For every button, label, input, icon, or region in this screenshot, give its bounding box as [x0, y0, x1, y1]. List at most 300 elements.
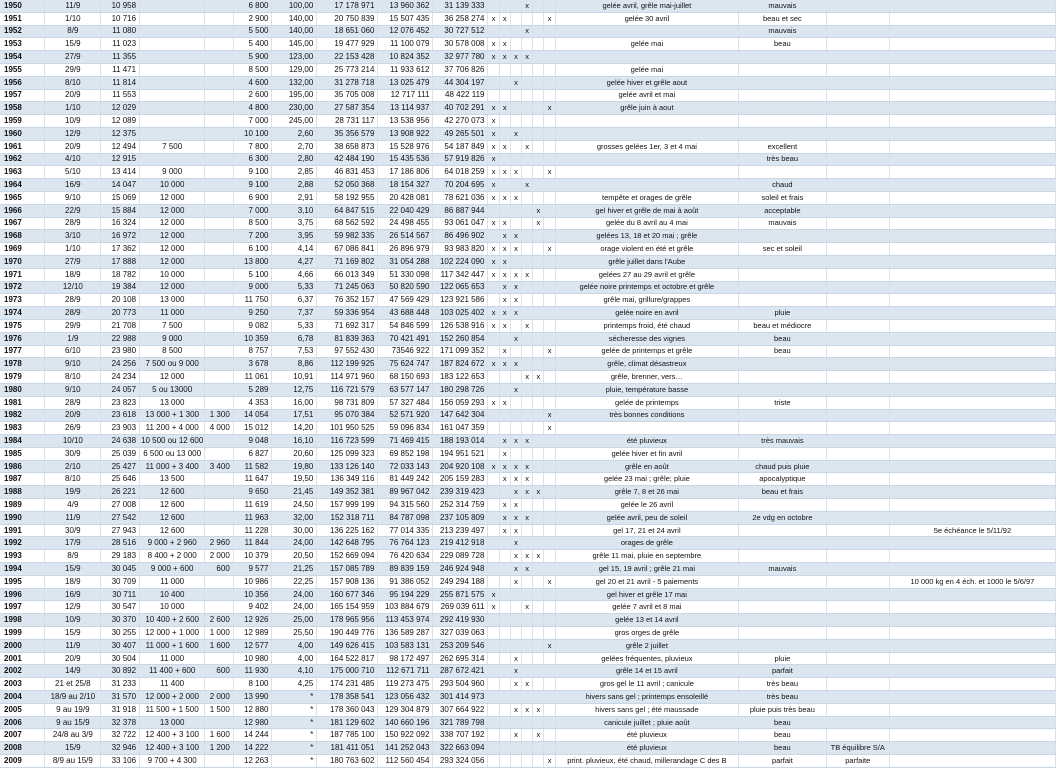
mark-cell: [544, 115, 555, 128]
amount-cell: 64 847 515: [317, 204, 378, 217]
weather-event-cell: très bonnes conditions: [555, 409, 738, 422]
value-cell: 30 504: [101, 652, 140, 665]
year-cell: 1981: [0, 396, 45, 409]
weather-event-cell: pluie, température basse: [555, 383, 738, 396]
harvest-date-cell: 12/9: [45, 127, 101, 140]
mark-cell: [499, 63, 510, 76]
allocation-cell: 13 500: [140, 473, 205, 486]
table-row: [0, 255, 1056, 268]
price-cell: 20,50: [272, 550, 317, 563]
mark-cell: x: [499, 38, 510, 51]
amount-cell: 13 538 956: [378, 115, 433, 128]
mark-cell: x: [510, 383, 521, 396]
quality-cell: [826, 243, 889, 256]
yield-cell: 10 986: [233, 575, 272, 588]
mark-cell: x: [499, 307, 510, 320]
yield-cell: 5 400: [233, 38, 272, 51]
extra-cell: [205, 345, 234, 358]
table-row: [0, 38, 1056, 51]
mark-cell: [522, 217, 533, 230]
note-cell: 5e échéance le 5/11/92: [889, 524, 1055, 537]
extra-cell: 1 200: [205, 742, 234, 755]
year-cell: 2005: [0, 703, 45, 716]
amount-cell: 165 154 959: [317, 601, 378, 614]
note-cell: [889, 460, 1055, 473]
year-cell: 1977: [0, 345, 45, 358]
price-cell: 4,00: [272, 652, 317, 665]
harvest-weather-cell: beau: [739, 716, 827, 729]
yield-cell: 8 757: [233, 345, 272, 358]
mark-cell: [533, 358, 544, 371]
harvest-date-cell: 2/10: [45, 460, 101, 473]
yield-cell: 12 926: [233, 614, 272, 627]
yield-cell: 6 100: [233, 243, 272, 256]
mark-cell: [544, 307, 555, 320]
mark-cell: [510, 588, 521, 601]
mark-cell: x: [499, 102, 510, 115]
mark-cell: [533, 422, 544, 435]
quality-cell: [826, 691, 889, 704]
yield-cell: 9 402: [233, 601, 272, 614]
price-cell: 100,00: [272, 0, 317, 12]
mark-cell: [544, 140, 555, 153]
year-cell: 1983: [0, 422, 45, 435]
yield-cell: 10 100: [233, 127, 272, 140]
mark-cell: x: [510, 76, 521, 89]
mark-cell: [533, 614, 544, 627]
allocation-cell: 9 000: [140, 166, 205, 179]
weather-event-cell: gros gel le 11 avril ; canicule: [555, 678, 738, 691]
year-cell: 1974: [0, 307, 45, 320]
price-cell: 20,60: [272, 447, 317, 460]
total-cell: 249 294 188: [433, 575, 488, 588]
price-cell: 129,00: [272, 63, 317, 76]
price-cell: 21,25: [272, 563, 317, 576]
extra-cell: [205, 102, 234, 115]
year-cell: 2007: [0, 729, 45, 742]
mark-cell: x: [522, 703, 533, 716]
mark-cell: x: [488, 51, 499, 64]
mark-cell: [488, 281, 499, 294]
yield-cell: 9 100: [233, 179, 272, 192]
extra-cell: [205, 217, 234, 230]
amount-cell: 98 731 809: [317, 396, 378, 409]
value-cell: 25 039: [101, 447, 140, 460]
note-cell: [889, 486, 1055, 499]
amount-cell: 35 356 579: [317, 127, 378, 140]
note-cell: 10 000 kg en 4 éch. et 1000 le 5/6/97: [889, 575, 1055, 588]
allocation-cell: 12 400 + 3 100: [140, 729, 205, 742]
table-row: [0, 383, 1056, 396]
extra-cell: [205, 204, 234, 217]
mark-cell: [544, 217, 555, 230]
weather-event-cell: gelées 27 au 29 avril et grêle: [555, 268, 738, 281]
mark-cell: x: [488, 191, 499, 204]
amount-cell: 28 731 117: [317, 115, 378, 128]
amount-cell: 43 688 448: [378, 307, 433, 320]
mark-cell: x: [510, 358, 521, 371]
table-row: [0, 217, 1056, 230]
yield-cell: 14 054: [233, 409, 272, 422]
mark-cell: [510, 319, 521, 332]
amount-cell: 98 172 497: [378, 652, 433, 665]
mark-cell: x: [510, 473, 521, 486]
amount-cell: 22 040 429: [378, 204, 433, 217]
year-cell: 1970: [0, 255, 45, 268]
amount-cell: 136 349 116: [317, 473, 378, 486]
quality-cell: [826, 601, 889, 614]
mark-cell: [510, 371, 521, 384]
harvest-date-cell: 9/10: [45, 383, 101, 396]
mark-cell: x: [488, 127, 499, 140]
total-cell: 293 504 960: [433, 678, 488, 691]
extra-cell: 2 600: [205, 614, 234, 627]
quality-cell: [826, 627, 889, 640]
note-cell: [889, 307, 1055, 320]
quality-cell: [826, 127, 889, 140]
mark-cell: [499, 486, 510, 499]
mark-cell: [522, 115, 533, 128]
harvest-date-cell: 28/9: [45, 217, 101, 230]
quality-cell: [826, 639, 889, 652]
mark-cell: x: [510, 127, 521, 140]
total-cell: 307 664 922: [433, 703, 488, 716]
amount-cell: 19 477 929: [317, 38, 378, 51]
year-cell: 1978: [0, 358, 45, 371]
note-cell: [889, 243, 1055, 256]
yield-cell: 8 100: [233, 678, 272, 691]
extra-cell: [205, 25, 234, 38]
mark-cell: [544, 268, 555, 281]
value-cell: 30 711: [101, 588, 140, 601]
mark-cell: [499, 678, 510, 691]
mark-cell: [522, 255, 533, 268]
harvest-weather-cell: très mauvais: [739, 435, 827, 448]
amount-cell: 140 660 196: [378, 716, 433, 729]
note-cell: [889, 0, 1055, 12]
extra-cell: [205, 268, 234, 281]
note-cell: [889, 12, 1055, 25]
note-cell: [889, 140, 1055, 153]
price-cell: 4,00: [272, 639, 317, 652]
year-cell: 1969: [0, 243, 45, 256]
harvest-date-cell: 15/9: [45, 38, 101, 51]
mark-cell: [544, 38, 555, 51]
total-cell: 42 270 073: [433, 115, 488, 128]
allocation-cell: 11 200 + 4 000: [140, 422, 205, 435]
mark-cell: [533, 755, 544, 768]
mark-cell: [533, 140, 544, 153]
harvest-date-cell: 18/9: [45, 575, 101, 588]
table-row: [0, 102, 1056, 115]
mark-cell: [488, 678, 499, 691]
mark-cell: [499, 422, 510, 435]
quality-cell: [826, 166, 889, 179]
price-cell: 6,37: [272, 294, 317, 307]
mark-cell: x: [544, 409, 555, 422]
mark-cell: [510, 115, 521, 128]
amount-cell: 164 522 817: [317, 652, 378, 665]
amount-cell: 95 070 384: [317, 409, 378, 422]
mark-cell: [544, 652, 555, 665]
amount-cell: 97 552 430: [317, 345, 378, 358]
mark-cell: [499, 179, 510, 192]
weather-event-cell: [555, 179, 738, 192]
mark-cell: [522, 243, 533, 256]
table-row: [0, 51, 1056, 64]
value-cell: 19 384: [101, 281, 140, 294]
mark-cell: [533, 51, 544, 64]
quality-cell: [826, 383, 889, 396]
allocation-cell: 12 000 + 1 000: [140, 627, 205, 640]
yield-cell: 9 048: [233, 435, 272, 448]
harvest-weather-cell: beau et sec: [739, 12, 827, 25]
mark-cell: [544, 51, 555, 64]
table-row: [0, 281, 1056, 294]
amount-cell: 12 717 111: [378, 89, 433, 102]
harvest-date-cell: 11/9: [45, 639, 101, 652]
mark-cell: [544, 473, 555, 486]
note-cell: [889, 588, 1055, 601]
value-cell: 26 221: [101, 486, 140, 499]
mark-cell: [499, 204, 510, 217]
mark-cell: [522, 294, 533, 307]
mark-cell: [533, 499, 544, 512]
weather-event-cell: été pluvieux: [555, 435, 738, 448]
table-row: [0, 371, 1056, 384]
price-cell: 132,00: [272, 76, 317, 89]
mark-cell: [488, 230, 499, 243]
amount-cell: 89 839 159: [378, 563, 433, 576]
value-cell: 15 069: [101, 191, 140, 204]
year-cell: 2001: [0, 652, 45, 665]
yield-cell: 5 100: [233, 268, 272, 281]
amount-cell: 27 587 354: [317, 102, 378, 115]
note-cell: [889, 127, 1055, 140]
table-row: [0, 358, 1056, 371]
mark-cell: [544, 153, 555, 166]
table-row: [0, 166, 1056, 179]
year-cell: 1991: [0, 524, 45, 537]
total-cell: 31 139 333: [433, 0, 488, 12]
yield-cell: 15 012: [233, 422, 272, 435]
weather-event-cell: grêle 2 juillet: [555, 639, 738, 652]
price-cell: *: [272, 755, 317, 768]
harvest-date-cell: 27/9: [45, 51, 101, 64]
amount-cell: 18 651 060: [317, 25, 378, 38]
amount-cell: 71 169 802: [317, 255, 378, 268]
quality-cell: [826, 511, 889, 524]
harvest-date-cell: 9 au 15/9: [45, 716, 101, 729]
total-cell: 64 018 259: [433, 166, 488, 179]
harvest-weather-cell: beau: [739, 742, 827, 755]
yield-cell: 4 353: [233, 396, 272, 409]
mark-cell: x: [544, 575, 555, 588]
quality-cell: [826, 550, 889, 563]
extra-cell: [205, 499, 234, 512]
amount-cell: 75 624 747: [378, 358, 433, 371]
amount-cell: 59 982 335: [317, 230, 378, 243]
mark-cell: [488, 383, 499, 396]
amount-cell: 59 336 954: [317, 307, 378, 320]
mark-cell: x: [499, 524, 510, 537]
allocation-cell: 12 000: [140, 217, 205, 230]
mark-cell: x: [499, 140, 510, 153]
mark-cell: [533, 319, 544, 332]
price-cell: 30,00: [272, 524, 317, 537]
note-cell: [889, 51, 1055, 64]
year-cell: 1992: [0, 537, 45, 550]
note-cell: [889, 255, 1055, 268]
value-cell: 16 324: [101, 217, 140, 230]
mark-cell: [522, 383, 533, 396]
table-row: [0, 0, 1056, 12]
mark-cell: x: [522, 601, 533, 614]
amount-cell: 26 896 979: [378, 243, 433, 256]
harvest-weather-cell: [739, 127, 827, 140]
mark-cell: x: [510, 563, 521, 576]
weather-event-cell: gelée mai: [555, 38, 738, 51]
total-cell: 147 642 304: [433, 409, 488, 422]
year-cell: 1964: [0, 179, 45, 192]
allocation-cell: 12 000 + 2 000: [140, 691, 205, 704]
mark-cell: [510, 742, 521, 755]
value-cell: 17 362: [101, 243, 140, 256]
harvest-weather-cell: [739, 166, 827, 179]
note-cell: [889, 281, 1055, 294]
table-row: [0, 204, 1056, 217]
year-cell: 1999: [0, 627, 45, 640]
harvest-date-cell: 4/9: [45, 499, 101, 512]
mark-cell: x: [510, 307, 521, 320]
yield-cell: 2 900: [233, 12, 272, 25]
table-row: [0, 665, 1056, 678]
note-cell: [889, 755, 1055, 768]
mark-cell: [533, 383, 544, 396]
amount-cell: 52 571 920: [378, 409, 433, 422]
total-cell: 321 789 798: [433, 716, 488, 729]
note-cell: [889, 729, 1055, 742]
mark-cell: [510, 179, 521, 192]
mark-cell: [533, 102, 544, 115]
extra-cell: [205, 332, 234, 345]
allocation-cell: [140, 12, 205, 25]
year-cell: 1986: [0, 460, 45, 473]
extra-cell: [205, 678, 234, 691]
allocation-cell: 12 000: [140, 243, 205, 256]
allocation-cell: [140, 38, 205, 51]
table-row: [0, 601, 1056, 614]
allocation-cell: 10 000: [140, 179, 205, 192]
extra-cell: [205, 486, 234, 499]
note-cell: [889, 294, 1055, 307]
amount-cell: 11 100 079: [378, 38, 433, 51]
allocation-cell: [140, 25, 205, 38]
amount-cell: 50 820 590: [378, 281, 433, 294]
mark-cell: [499, 614, 510, 627]
price-cell: 24,00: [272, 588, 317, 601]
amount-cell: 160 677 346: [317, 588, 378, 601]
mark-cell: [499, 371, 510, 384]
mark-cell: [522, 281, 533, 294]
value-cell: 12 375: [101, 127, 140, 140]
quality-cell: [826, 191, 889, 204]
total-cell: 219 412 918: [433, 537, 488, 550]
extra-cell: [205, 38, 234, 51]
mark-cell: x: [533, 703, 544, 716]
mark-cell: x: [488, 307, 499, 320]
year-cell: 2009: [0, 755, 45, 768]
allocation-cell: 9 700 + 4 300: [140, 755, 205, 768]
mark-cell: x: [510, 294, 521, 307]
quality-cell: [826, 422, 889, 435]
table-row: [0, 563, 1056, 576]
table-row: [0, 345, 1056, 358]
total-cell: 292 419 930: [433, 614, 488, 627]
allocation-cell: 12 600: [140, 499, 205, 512]
extra-cell: [205, 51, 234, 64]
mark-cell: [533, 281, 544, 294]
note-cell: [889, 76, 1055, 89]
amount-cell: 38 658 873: [317, 140, 378, 153]
mark-cell: [522, 332, 533, 345]
allocation-cell: 13 000 + 1 300: [140, 409, 205, 422]
total-cell: 161 047 359: [433, 422, 488, 435]
table-row: [0, 396, 1056, 409]
mark-cell: [533, 294, 544, 307]
table-row: [0, 63, 1056, 76]
mark-cell: [488, 524, 499, 537]
mark-cell: x: [522, 550, 533, 563]
total-cell: 78 621 036: [433, 191, 488, 204]
mark-cell: [522, 652, 533, 665]
mark-cell: [510, 601, 521, 614]
note-cell: [889, 204, 1055, 217]
year-cell: 1968: [0, 230, 45, 243]
quality-cell: [826, 76, 889, 89]
amount-cell: 149 626 415: [317, 639, 378, 652]
price-cell: 2,91: [272, 191, 317, 204]
total-cell: 252 314 759: [433, 499, 488, 512]
mark-cell: x: [533, 204, 544, 217]
extra-cell: [205, 294, 234, 307]
mark-cell: [533, 166, 544, 179]
price-cell: 230,00: [272, 102, 317, 115]
mark-cell: x: [488, 358, 499, 371]
mark-cell: [522, 588, 533, 601]
mark-cell: x: [544, 102, 555, 115]
total-cell: 54 187 849: [433, 140, 488, 153]
harvest-date-cell: 30/9: [45, 447, 101, 460]
allocation-cell: 13 000: [140, 294, 205, 307]
amount-cell: 58 192 955: [317, 191, 378, 204]
amount-cell: 187 785 100: [317, 729, 378, 742]
note-cell: [889, 614, 1055, 627]
weather-event-cell: gelée mai: [555, 63, 738, 76]
amount-cell: 13 960 362: [378, 0, 433, 12]
value-cell: 24 638: [101, 435, 140, 448]
weather-event-cell: orages de grêle: [555, 537, 738, 550]
mark-cell: [522, 191, 533, 204]
mark-cell: [488, 755, 499, 768]
allocation-cell: 8 500: [140, 345, 205, 358]
mark-cell: [522, 537, 533, 550]
harvest-date-cell: 15/9: [45, 742, 101, 755]
mark-cell: [544, 191, 555, 204]
yield-cell: 10 379: [233, 550, 272, 563]
mark-cell: x: [510, 729, 521, 742]
extra-cell: [205, 755, 234, 768]
